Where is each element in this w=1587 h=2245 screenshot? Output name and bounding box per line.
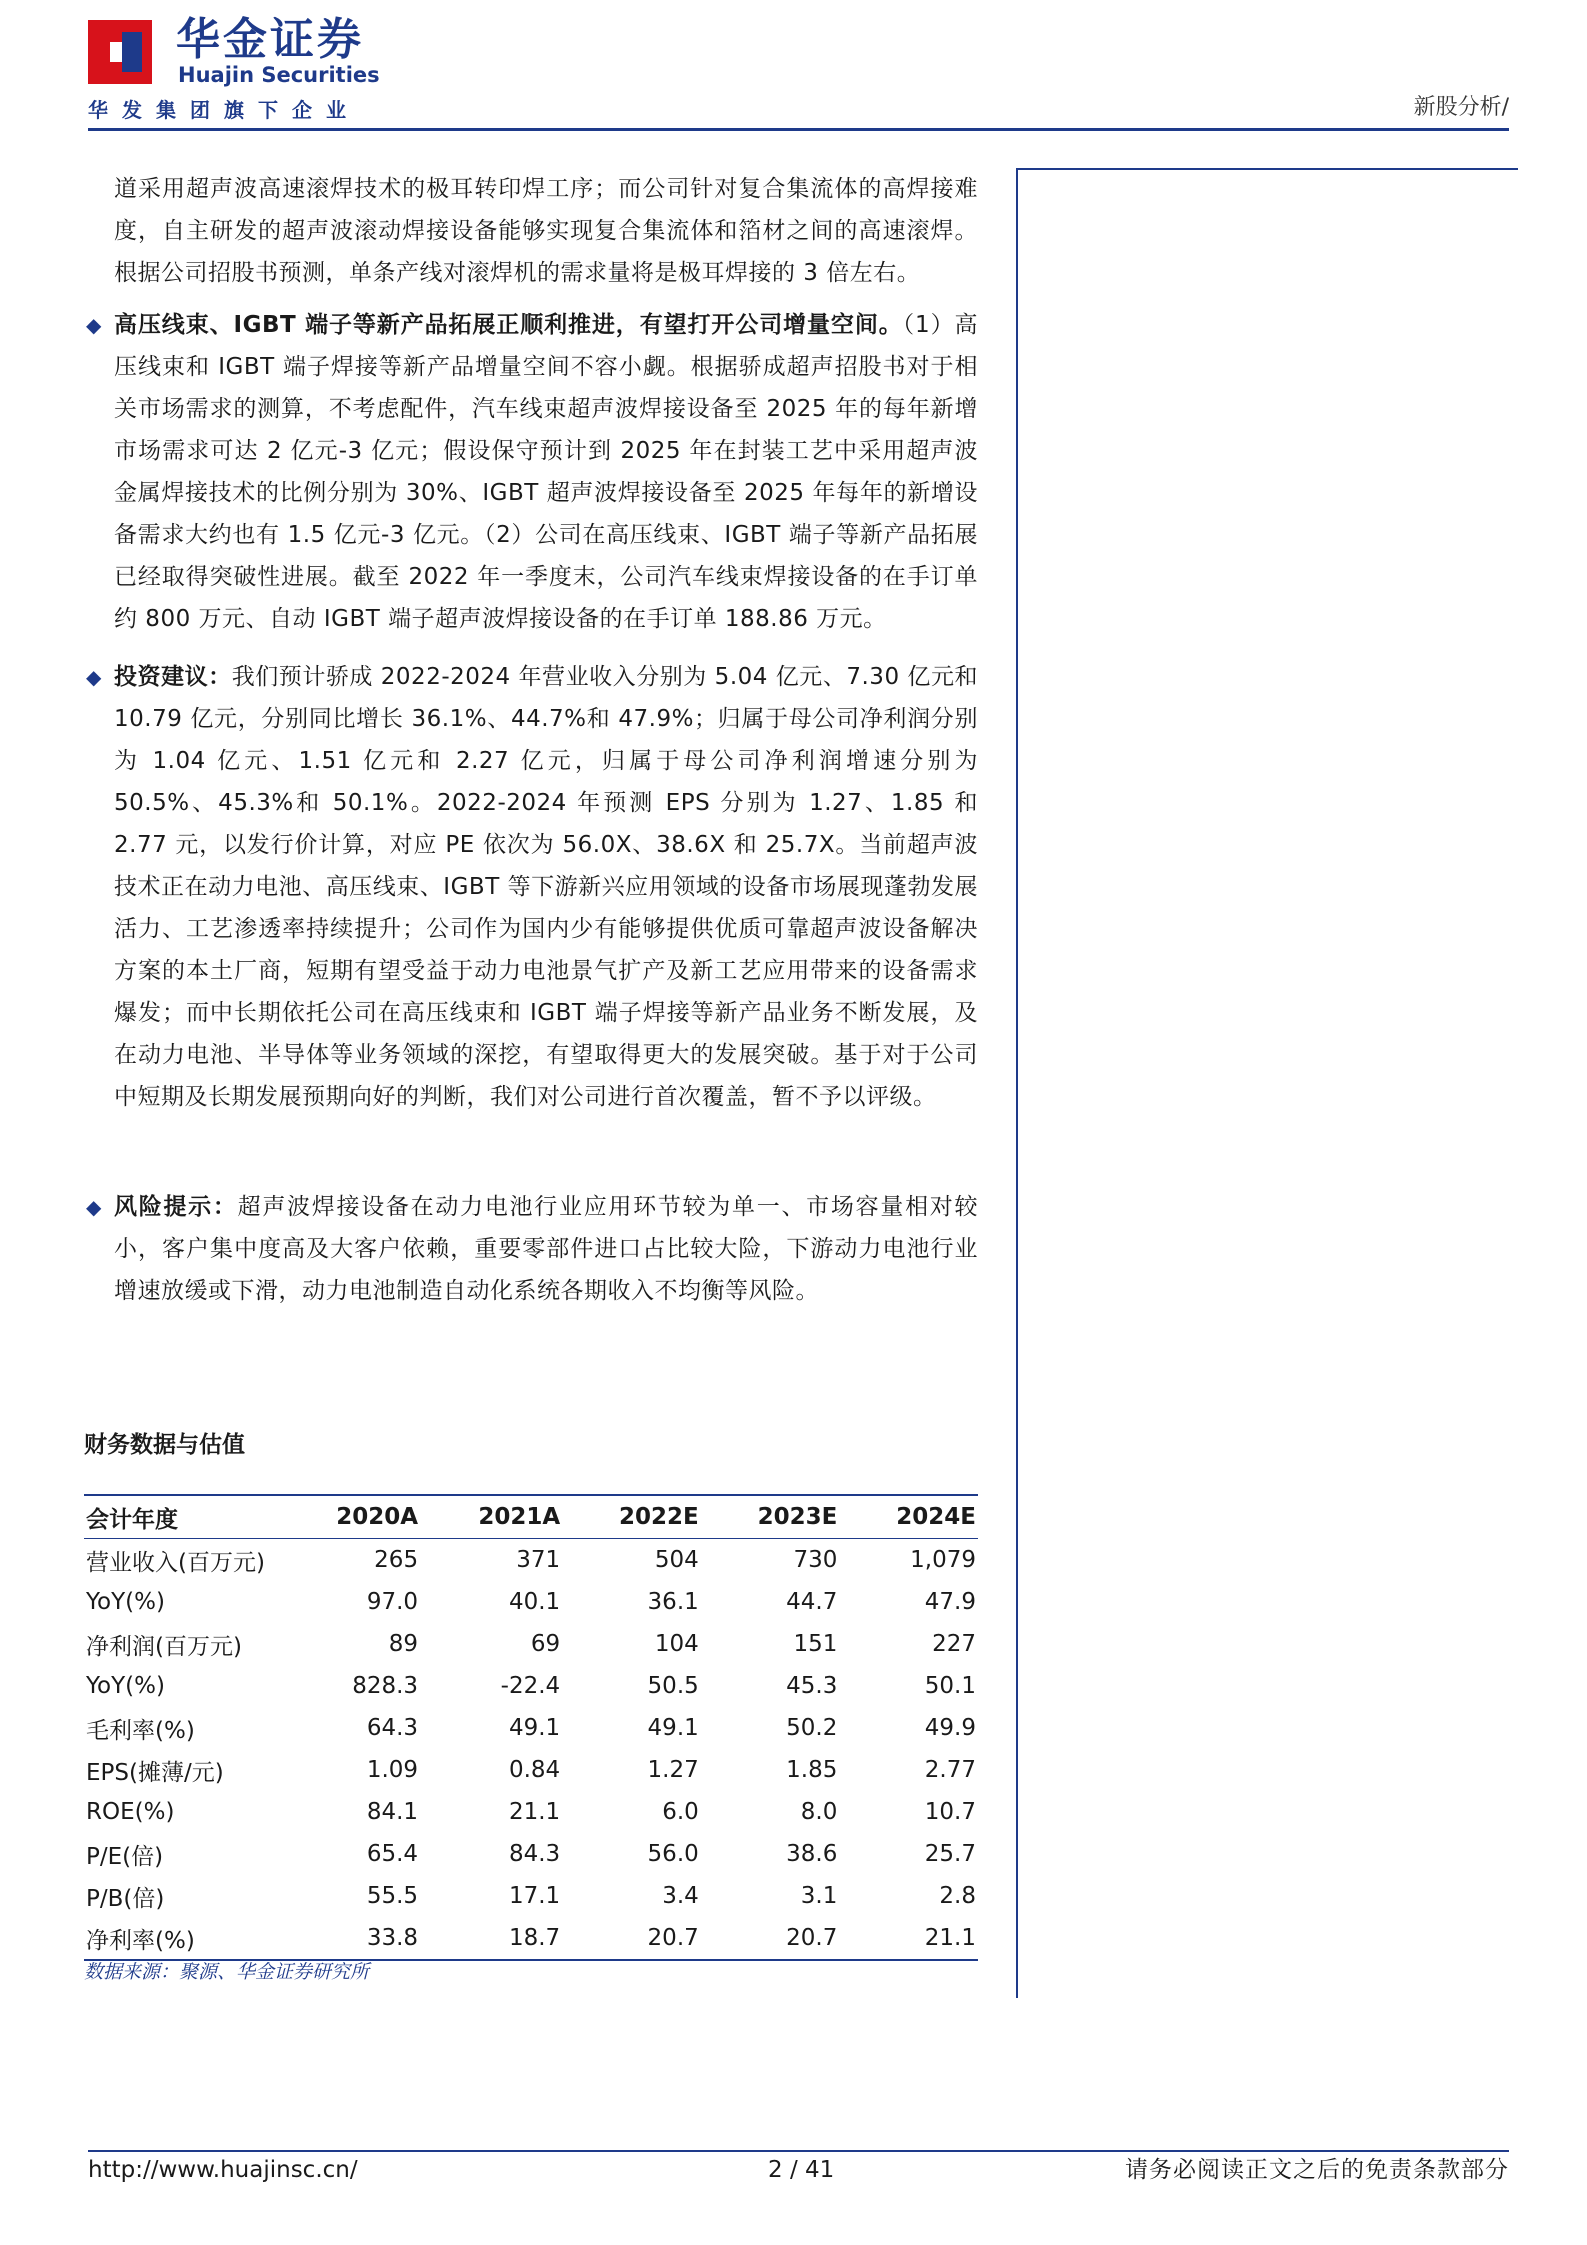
table-row: [84, 1665, 978, 1707]
table-cell: EPS(摊薄/元): [86, 1759, 224, 1786]
table-cell: 25.7: [924, 1841, 976, 1867]
table-cell: 2.77: [924, 1757, 976, 1783]
table-header-cell: 2022E: [619, 1504, 699, 1530]
table-cell: 2.8: [939, 1883, 976, 1909]
bullet-risk-text: 超声波焊接设备在动力电池行业应用环节较为单一、市场容量相对较小，客户集中度高及大客户依赖，重要零部件进口占比较大险，下游动力电池行业增速放缓或下滑，动力电池制造自动化系统各期收入不均衡等风险。: [114, 1194, 979, 1304]
table-cell: 49.1: [508, 1715, 561, 1741]
table-cell: 1,079: [910, 1547, 976, 1573]
bullet-investment-text: 我们预计骄成 2022-2024 年营业收入分别为 5.04 亿元、7.30 亿元和 10.79 亿元，分别同比增长 36.1%、44.7%和 47.9%；归属于母公司净利润分别为 1.04 亿元、1.51 亿元和 2.27 亿元，归属于母公司净利润增速分别为 50.5%、45.3%和 50.1%。2022-2024 年预测 EPS 分别为 1.27、1.85 和 2.77 元，以发行价计算，对应 PE 依次为 56.0X、38.6X 和 25.7X。当前超声波技术正在动力电池、高压线束、IGBT 等下游新兴应用领域的设备市场展现蓬勃发展活力、工艺渗透率持续提升；公司作为国内少有能够提供优质可靠超声波设备解决方案的本土厂商，短期有望受益于动力电池景气扩产及新工艺应用带来的设备需求爆发；而中长期依托公司在高压线束和 IGBT 端子焊接等新产品业务不断发展，及在动力电池、半导体等业务领域的深挖，有望取得更大的发展突破。基于对于公司中短期及长期发展预期向好的判断，我们对公司进行首次覆盖，暂不予以评级。: [114, 664, 979, 1110]
table-cell: 55.5: [366, 1883, 419, 1909]
table-cell: 3.1: [800, 1883, 838, 1909]
table-cell: 0.84: [508, 1757, 561, 1783]
table-cell: YoY(%): [86, 1589, 165, 1615]
table-cell: 33.8: [366, 1925, 419, 1951]
table-cell: 1.85: [786, 1757, 838, 1783]
table-cell: ROE(%): [86, 1799, 175, 1825]
table-cell: 49.1: [647, 1715, 699, 1741]
diamond-bullet-icon: ◆: [86, 313, 102, 337]
table-cell: 1.27: [647, 1757, 699, 1783]
main-content: [84, 168, 978, 1312]
bullet-new-products-heading: 高压线束、IGBT 端子等新产品拓展正顺利推进，有望打开公司增量空间。: [114, 312, 903, 338]
sidebar-top-divider: [1016, 168, 1518, 170]
table-cell: 504: [654, 1547, 699, 1573]
table-cell: P/E(倍): [86, 1843, 164, 1870]
table-cell: 64.3: [366, 1715, 419, 1741]
table-row: [84, 1749, 978, 1791]
table-cell: 104: [654, 1631, 699, 1657]
bullet-investment-heading: 投资建议：: [114, 664, 232, 690]
table-cell: 6.0: [662, 1799, 699, 1825]
footer-url-link[interactable]: http://www.huajinsc.cn/: [88, 2157, 358, 2183]
table-cell: 49.9: [924, 1715, 976, 1741]
diamond-bullet-icon: ◆: [86, 1195, 102, 1219]
table-cell: 17.1: [508, 1883, 561, 1909]
table-row: [84, 1917, 978, 1960]
table-cell: 65.4: [366, 1841, 419, 1867]
table-cell: YoY(%): [86, 1673, 165, 1699]
table-cell: 净利率(%): [86, 1927, 195, 1954]
table-row: [84, 1539, 978, 1582]
table-row: [84, 1875, 978, 1917]
table-row: [84, 1833, 978, 1875]
table-cell: 20.7: [647, 1925, 699, 1951]
brand-name-cn: 华金证券: [176, 14, 364, 65]
table-row: [84, 1791, 978, 1833]
bullet-risk-warning: [84, 1186, 978, 1312]
table-header-cell: 2024E: [896, 1504, 976, 1530]
diamond-bullet-icon: ◆: [86, 665, 102, 689]
table-cell: 371: [516, 1547, 561, 1573]
bullet-risk-heading: 风险提示：: [114, 1194, 238, 1220]
table-cell: 84.1: [366, 1799, 419, 1825]
table-row: [84, 1623, 978, 1665]
table-header-cell: 2023E: [757, 1504, 838, 1530]
table-cell: 50.5: [647, 1673, 699, 1699]
table-cell: 营业收入(百万元): [86, 1549, 265, 1576]
table-cell: 47.9: [924, 1589, 976, 1615]
table-cell: 265: [374, 1547, 419, 1573]
table-header-cell: 2021A: [478, 1504, 561, 1530]
table-cell: 36.1: [647, 1589, 699, 1615]
sidebar-left-divider: [1016, 168, 1018, 1998]
financial-table: [84, 1494, 978, 1961]
table-row: [84, 1707, 978, 1749]
paragraph-welding-tech: 道采用超声波高速滚焊技术的极耳转印焊工序；而公司针对复合集流体的高焊接难度，自主研发的超声波滚动焊接设备能够实现复合集流体和箔材之间的高速滚焊。根据公司招股书预测，单条产线对滚焊机的需求量将是极耳焊接的 3 倍左右。: [114, 176, 978, 286]
table-cell: P/B(倍): [86, 1885, 165, 1912]
table-cell: 50.1: [924, 1673, 976, 1699]
table-cell: 56.0: [647, 1841, 699, 1867]
bullet-new-products: [84, 304, 978, 640]
footer-disclaimer: 请务必阅读正文之后的免责条款部分: [1125, 2157, 1509, 2183]
group-slogan: 华发集团旗下企业: [88, 98, 360, 122]
table-cell: -22.4: [500, 1673, 561, 1699]
footer-divider: [88, 2150, 1509, 2152]
table-cell: 730: [793, 1547, 838, 1573]
table-header-cell: 2020A: [336, 1504, 419, 1530]
table-cell: 84.3: [508, 1841, 561, 1867]
huajin-logo-icon: [88, 20, 152, 84]
table-cell: 10.7: [924, 1799, 976, 1825]
header-divider: [88, 128, 1509, 131]
brand-name-en: Huajin Securities: [178, 63, 380, 87]
table-cell: 38.6: [786, 1841, 838, 1867]
data-source-note: 数据来源：聚源、华金证券研究所: [84, 1961, 370, 1983]
table-header-row: [84, 1495, 978, 1539]
table-cell: 3.4: [662, 1883, 699, 1909]
table-title: 财务数据与估值: [84, 1432, 245, 1458]
table-cell: 1.09: [366, 1757, 419, 1783]
table-cell: 21.1: [924, 1925, 976, 1951]
bullet-investment-advice: [84, 656, 978, 1118]
table-cell: 40.1: [508, 1589, 561, 1615]
table-cell: 44.7: [786, 1589, 838, 1615]
table-cell: 50.2: [786, 1715, 838, 1741]
table-cell: 828.3: [352, 1673, 419, 1699]
table-cell: 20.7: [786, 1925, 838, 1951]
table-cell: 8.0: [800, 1799, 838, 1825]
table-cell: 21.1: [508, 1799, 561, 1825]
table-cell: 45.3: [786, 1673, 838, 1699]
table-cell: 毛利率(%): [86, 1717, 195, 1744]
table-header-cell: 会计年度: [86, 1506, 178, 1533]
page-number: 2 / 41: [768, 2157, 835, 2183]
table-row: [84, 1581, 978, 1623]
table-cell: 18.7: [508, 1925, 561, 1951]
table-cell: 151: [793, 1631, 838, 1657]
table-cell: 69: [530, 1631, 561, 1657]
table-cell: 净利润(百万元): [86, 1633, 242, 1660]
table-cell: 97.0: [366, 1589, 419, 1615]
report-type: 新股分析/: [1413, 95, 1509, 120]
bullet-new-products-text: （1）高压线束和 IGBT 端子焊接等新产品增量空间不容小觑。根据骄成超声招股书对于相关市场需求的测算，不考虑配件，汽车线束超声波焊接设备至 2025 年的每年新增市场需求可达 2 亿元-3 亿元；假设保守预计到 2025 年在封装工艺中采用超声波金属焊接技术的比例分别为 30%、IGBT 超声波焊接设备至 2025 年每年的新增设备需求大约也有 1.5 亿元-3 亿元。（2）公司在高压线束、IGBT 端子等新产品拓展已经取得突破性进展。截至 2022 年一季度末，公司汽车线束焊接设备的在手订单约 800 万元、自动 IGBT 端子超声波焊接设备的在手订单 188.86 万元。: [114, 312, 978, 632]
table-cell: 89: [388, 1631, 419, 1657]
table-cell: 227: [932, 1631, 976, 1657]
